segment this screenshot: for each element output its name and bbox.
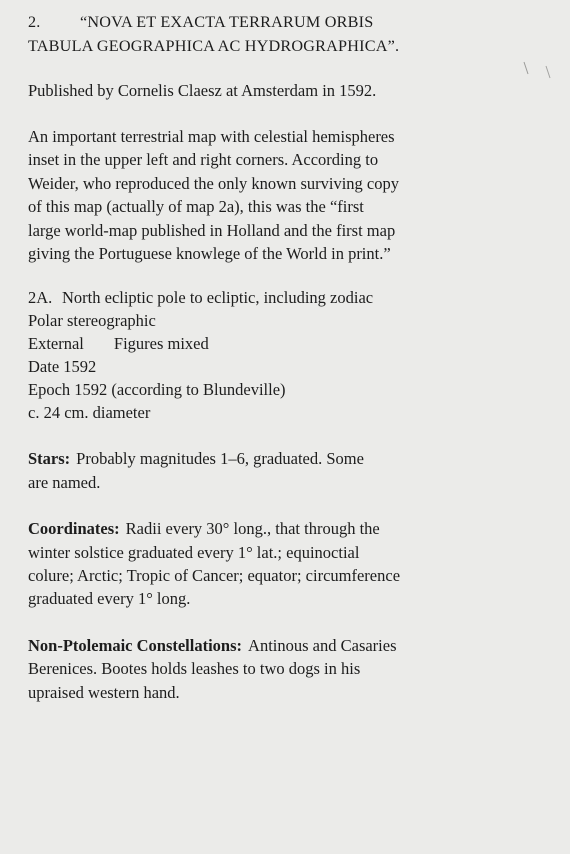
- title-line-1: [28, 10, 550, 34]
- publication-line: Published by Cornelis Claesz at Amsterdam in 1592.: [28, 81, 377, 100]
- entry-title: [28, 10, 550, 58]
- map-2a-epoch: Epoch 1592 (according to Blundeville): [28, 380, 286, 400]
- stars-text: Probably magnitudes 1–6, graduated. Some: [76, 449, 364, 469]
- title-text-1: “NOVA ET EXACTA TERRARUM ORBIS: [80, 13, 374, 31]
- map-2a-heading-line: [28, 286, 550, 309]
- description-paragraph: [28, 125, 550, 265]
- coordinates-line-4: graduated every 1° long.: [28, 589, 191, 609]
- coordinates-line-2: winter solstice graduated every 1° lat.; equinoctial: [28, 542, 360, 562]
- coordinates-section: [28, 517, 550, 611]
- map-2a-view-line: [28, 332, 550, 355]
- map-2a-date: Date 1592: [28, 357, 97, 377]
- stars-line-1: [28, 447, 550, 470]
- constellations-line-3: upraised western hand.: [28, 682, 180, 702]
- map-2a-projection: Polar stereographic: [28, 311, 156, 331]
- constellations-label: Non-Ptolemaic Constellations:: [28, 635, 243, 655]
- map-2a-size: c. 24 cm. diameter: [28, 403, 151, 423]
- map-2a-heading: North ecliptic pole to ecliptic, including zodiac: [62, 288, 374, 308]
- constellations-line-2: Berenices. Bootes holds leashes to two dogs in his: [28, 659, 361, 679]
- coordinates-label: Coordinates:: [28, 519, 120, 539]
- stars-label: Stars:: [28, 449, 71, 469]
- stars-section: [28, 447, 550, 494]
- coordinates-text: Radii every 30° long., that through the: [125, 519, 380, 539]
- constellations-section: [28, 634, 550, 704]
- coordinates-line-1: [28, 517, 550, 540]
- stray-pencil-marks: [520, 56, 560, 86]
- description-line: giving the Portuguese knowlege of the World in print.”: [28, 244, 391, 264]
- map-2a-view: External: [28, 334, 84, 354]
- entry-number: 2.: [28, 13, 41, 31]
- description-line: An important terrestrial map with celestial hemispheres: [28, 127, 395, 146]
- map-2a-specs: [28, 286, 550, 424]
- constellations-text: Antinous and Casaries: [248, 635, 397, 655]
- description-line: large world-map published in Holland and the first map: [28, 220, 396, 240]
- title-line-2: TABULA GEOGRAPHICA AC HYDROGRAPHICA”.: [28, 37, 400, 55]
- constellations-line-1: [28, 634, 550, 657]
- description-line: Weider, who reproduced the only known surviving copy: [28, 173, 400, 193]
- stars-line-2: are named.: [28, 472, 101, 492]
- coordinates-line-3: colure; Arctic; Tropic of Cancer; equator; circumference: [28, 566, 401, 586]
- map-2a-number: 2A.: [28, 288, 53, 308]
- description-line: of this map (actually of map 2a), this was the “first: [28, 197, 364, 217]
- map-2a-figures: Figures mixed: [113, 334, 209, 354]
- description-line: inset in the upper left and right corners. According to: [28, 150, 379, 170]
